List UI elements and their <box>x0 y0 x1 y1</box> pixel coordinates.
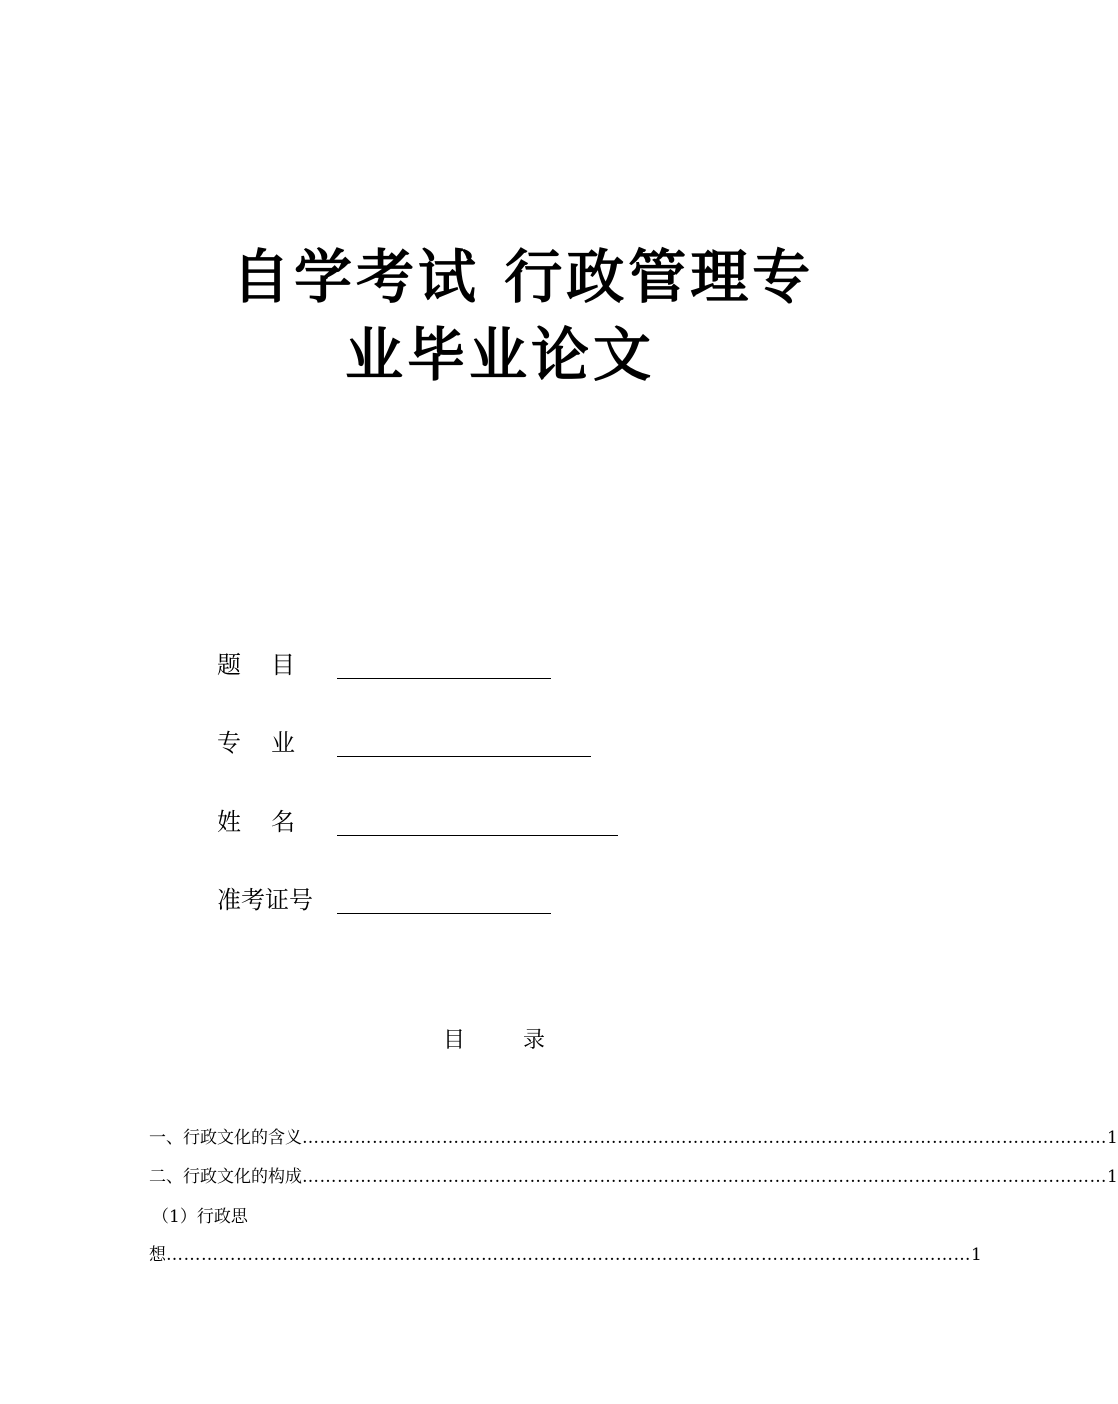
toc-entry-text: （1）行政思 <box>152 1207 248 1227</box>
toc-entry-text: 想 <box>149 1245 166 1265</box>
toc-entry-page: 1 <box>971 1245 982 1265</box>
name-label: 姓名 <box>217 808 325 836</box>
toc-leader-dots: ………………………………………………………………………………………………………………………… <box>166 1245 971 1265</box>
toc-entry[interactable] <box>149 1166 1118 1188</box>
toc-leader-dots: ………………………………………………………………………………………………………………………… <box>302 1167 1107 1187</box>
toc-entry[interactable] <box>149 1244 982 1266</box>
major-blank-line <box>337 756 591 757</box>
toc-entry-page: 1 <box>1107 1167 1118 1187</box>
exam-id-blank-line <box>337 913 551 914</box>
thesis-title-line-1: 自学考试 行政管理专 <box>232 243 815 311</box>
major-label: 专业 <box>217 729 325 757</box>
toc-heading: 目录 <box>443 1028 604 1053</box>
toc-entry-text: 二、行政文化的构成 <box>149 1167 302 1187</box>
toc-entry-page: 1 <box>1107 1128 1118 1148</box>
topic-label: 题目 <box>217 651 325 679</box>
toc-entry[interactable] <box>149 1127 1118 1149</box>
toc-entry[interactable] <box>152 1206 248 1228</box>
name-blank-line <box>337 835 618 836</box>
exam-id-label: 准考证号 <box>217 886 313 914</box>
topic-blank-line <box>337 678 551 679</box>
toc-entry-text: 一、行政文化的含义 <box>149 1128 302 1148</box>
thesis-title-line-2: 业毕业论文 <box>345 321 656 389</box>
toc-leader-dots: ………………………………………………………………………………………………………………………… <box>302 1128 1107 1148</box>
